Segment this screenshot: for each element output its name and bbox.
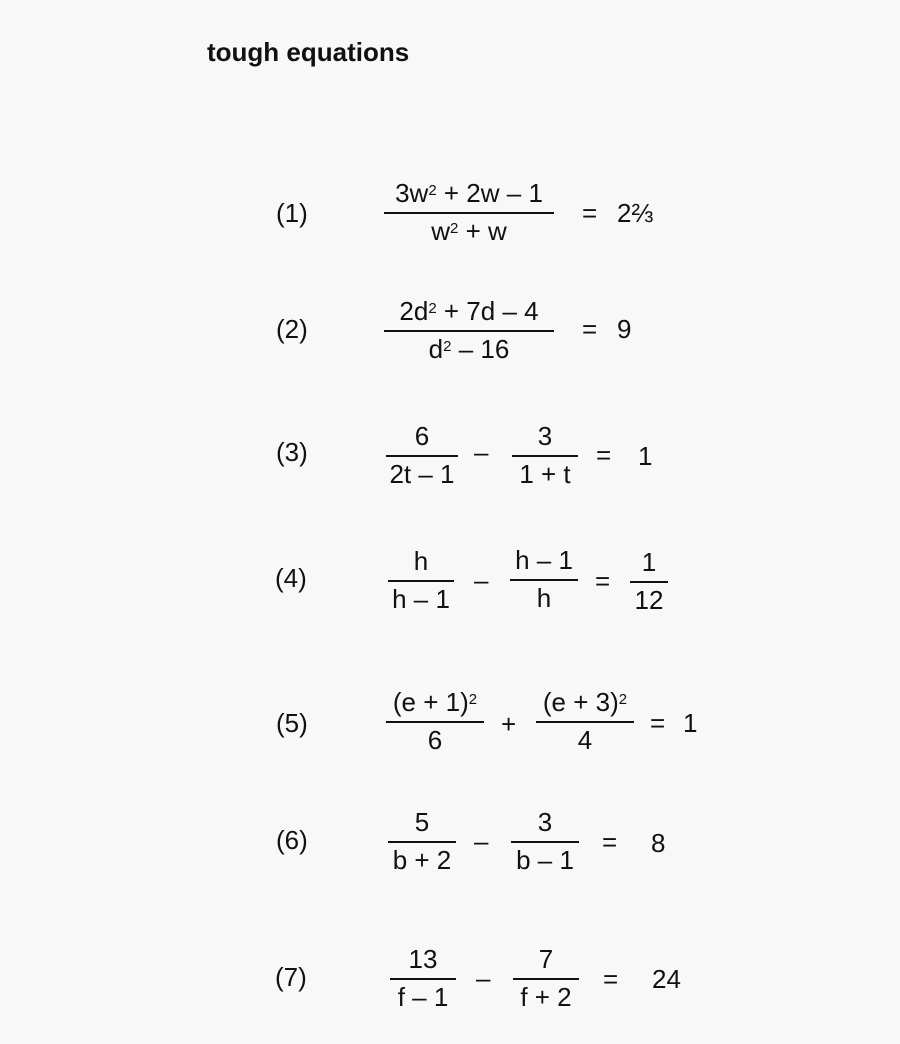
fraction-bar	[388, 841, 456, 843]
equals-sign: =	[650, 708, 666, 738]
denominator: 2t – 1	[389, 459, 455, 489]
fraction-bar	[386, 721, 484, 723]
fraction-bar	[388, 580, 454, 582]
numerator: 7	[538, 944, 554, 974]
equals-sign: =	[582, 314, 598, 344]
denominator: f – 1	[397, 982, 449, 1012]
right-hand-side: 1	[638, 441, 653, 471]
operator: –	[474, 437, 489, 467]
operator: –	[474, 565, 489, 595]
fraction-bar	[630, 581, 668, 583]
denominator: b – 1	[516, 845, 574, 875]
numerator: h	[413, 546, 429, 576]
page-title: tough equations	[207, 37, 410, 67]
denominator: f + 2	[520, 982, 572, 1012]
equals-sign: =	[602, 827, 618, 857]
fraction	[386, 421, 458, 491]
denominator: $d^2 - 16$	[428, 334, 510, 364]
numerator: $(e + 1)^2$	[392, 687, 478, 717]
fraction	[513, 944, 579, 1014]
fraction	[388, 807, 456, 877]
numerator: $(e + 3)^2$	[542, 687, 628, 717]
fraction	[511, 807, 579, 877]
denominator: 1 + t	[519, 459, 571, 489]
fraction-bar	[384, 330, 554, 332]
equation-number: (3)	[276, 437, 308, 467]
right-hand-side: 2⅔	[617, 198, 654, 228]
numerator: 3	[537, 421, 553, 451]
equation-number: (1)	[276, 198, 308, 228]
fraction-bar	[384, 212, 554, 214]
numerator: $3w^2 + 2w - 1$	[395, 178, 543, 208]
denominator: b + 2	[392, 845, 452, 875]
numerator: 1	[641, 547, 657, 577]
fraction	[390, 944, 456, 1014]
fraction-bar	[390, 978, 456, 980]
right-hand-side: 8	[651, 828, 666, 858]
fraction-bar	[513, 978, 579, 980]
denominator: 4	[577, 725, 593, 755]
denominator: 12	[634, 585, 664, 615]
numerator: 13	[408, 944, 438, 974]
fraction-bar	[512, 455, 578, 457]
numerator: 6	[414, 421, 430, 451]
fraction	[512, 421, 578, 491]
fraction	[630, 547, 668, 617]
fraction-bar	[536, 721, 634, 723]
right-hand-side: 1	[683, 708, 698, 738]
operator: –	[474, 826, 489, 856]
fraction-bar	[386, 455, 458, 457]
equals-sign: =	[582, 198, 598, 228]
fraction	[384, 296, 554, 366]
equals-sign: =	[595, 566, 611, 596]
denominator: h	[536, 583, 552, 613]
numerator: $2d^2 + 7d - 4$	[399, 296, 539, 326]
numerator: 3	[537, 807, 553, 837]
equation-number: (6)	[276, 825, 308, 855]
fraction	[536, 687, 634, 757]
right-hand-side: 9	[617, 314, 632, 344]
fraction-bar	[511, 841, 579, 843]
equals-sign: =	[603, 964, 619, 994]
equation-number: (5)	[276, 708, 308, 738]
denominator: 6	[427, 725, 443, 755]
fraction	[386, 687, 484, 757]
denominator: h – 1	[392, 584, 450, 614]
fraction	[384, 178, 554, 248]
equation-number: (2)	[276, 314, 308, 344]
fraction	[510, 545, 578, 615]
equation-number: (4)	[275, 563, 307, 593]
operator: +	[501, 709, 517, 739]
equation-number: (7)	[275, 962, 307, 992]
equals-sign: =	[596, 440, 612, 470]
fraction-bar	[510, 579, 578, 581]
fraction	[388, 546, 454, 616]
operator: –	[476, 963, 491, 993]
denominator: $w^2 + w$	[431, 216, 507, 246]
numerator: 5	[414, 807, 430, 837]
right-hand-side: 24	[652, 964, 681, 994]
numerator: h – 1	[515, 545, 573, 575]
